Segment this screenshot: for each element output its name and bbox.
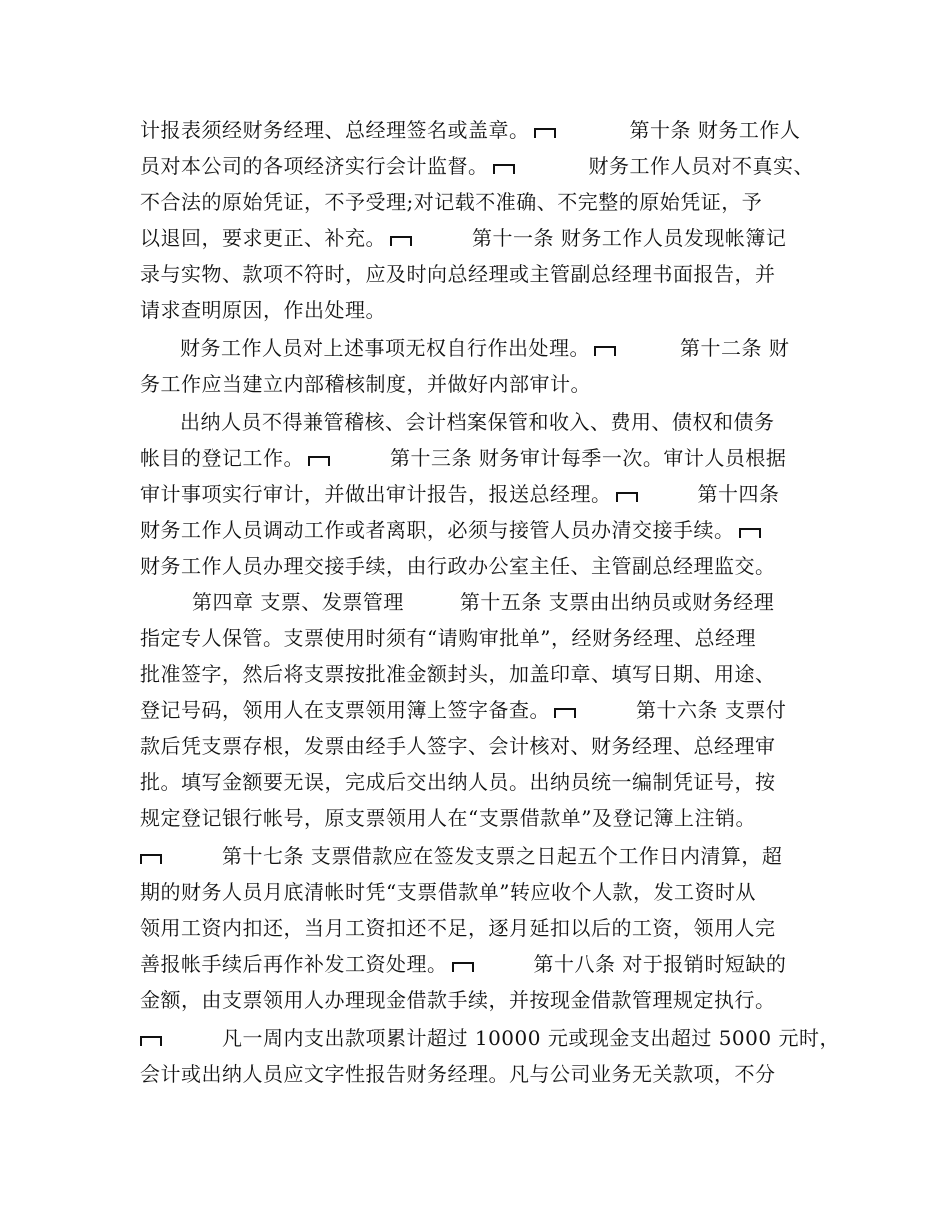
text-line: 会计或出纳人员应文字性报告财务经理。凡与公司业务无关款项，不分 (140, 1062, 776, 1086)
text-line: 批。填写金额要无误，完成后交出纳人员。出纳员统一编制凭证号，按 (140, 770, 776, 794)
text-line: 不合法的原始凭证，不予受理;对记载不准确、不完整的原始凭证，予 (140, 190, 763, 214)
text-line: 第四章 支票、发票管理 第十五条 支票由出纳员或财务经理 (192, 590, 775, 614)
text-line: 帐目的登记工作。 第十三条 财务审计每季一次。审计人员根据 (140, 446, 787, 470)
text-line: 善报帐手续后再作补发工资处理。 第十八条 对于报销时短缺的 (140, 952, 787, 976)
text-line: 计报表须经财务经理、总经理签名或盖章。 第十条 财务工作人 (140, 118, 801, 142)
text-line: 批准签字，然后将支票按批准金额封头，加盖印章、填写日期、用途、 (140, 662, 776, 686)
text-line: 款后凭支票存根，发票由经手人签字、会计核对、财务经理、总经理审 (140, 734, 776, 758)
paragraph-mark-icon (554, 705, 576, 719)
paragraph-mark-icon (534, 125, 556, 139)
text-line: 领用工资内扣还，当月工资扣还不足，逐月延扣以后的工资，领用人完 (140, 916, 776, 940)
text-line: 录与实物、款项不符时，应及时向总经理或主管副总经理书面报告，并 (140, 262, 776, 286)
text-line: 审计事项实行审计，并做出审计报告，报送总经理。 第十四条 (140, 482, 780, 506)
paragraph-mark-icon (140, 1033, 162, 1047)
paragraph-mark-icon (594, 343, 616, 357)
text-line: 指定专人保管。支票使用时须有“请购审批单”，经财务经理、总经理 (140, 626, 756, 650)
text-line: 登记号码，领用人在支票领用簿上签字备查。 第十六条 支票付 (140, 698, 787, 722)
text-line: 财务工作人员办理交接手续，由行政办公室主任、主管副总经理监交。 (140, 554, 776, 578)
text-line: 员对本公司的各项经济实行会计监督。 财务工作人员对不真实、 (140, 154, 814, 178)
paragraph-mark-icon (739, 525, 761, 539)
text-line: 规定登记银行帐号，原支票领用人在“支票借款单”及登记簿上注销。 (140, 806, 756, 830)
paragraph-mark-icon (140, 851, 162, 865)
text-line: 财务工作人员调动工作或者离职，必须与接管人员办清交接手续。 (140, 512, 830, 548)
text-line: 务工作应当建立内部稽核制度，并做好内部审计。 (140, 372, 591, 396)
text-line: 出纳人员不得兼管稽核、会计档案保管和收入、费用、债权和债务 (180, 410, 775, 434)
text-line: 以退回，要求更正、补充。 第十一条 财务工作人员发现帐簿记 (140, 226, 787, 250)
text-line: 财务工作人员对上述事项无权自行作出处理。 第十二条 财 (180, 336, 790, 360)
paragraph-mark-icon (390, 233, 412, 247)
text-line: 凡一周内支出款项累计超过 10000 元或现金支出超过 5000 元时， (140, 1020, 830, 1056)
text-line: 期的财务人员月底清帐时凭“支票借款单”转应收个人款，发工资时从 (140, 880, 756, 904)
paragraph-mark-icon (616, 489, 638, 503)
paragraph-mark-icon (308, 453, 330, 467)
text-line: 金额，由支票领用人办理现金借款手续，并按现金借款管理规定执行。 (140, 988, 776, 1012)
text-line: 第十七条 支票借款应在签发支票之日起五个工作日内清算，超 (140, 838, 830, 874)
text-line: 请求查明原因，作出处理。 (140, 298, 386, 322)
paragraph-mark-icon (452, 959, 474, 973)
paragraph-mark-icon (493, 161, 515, 175)
